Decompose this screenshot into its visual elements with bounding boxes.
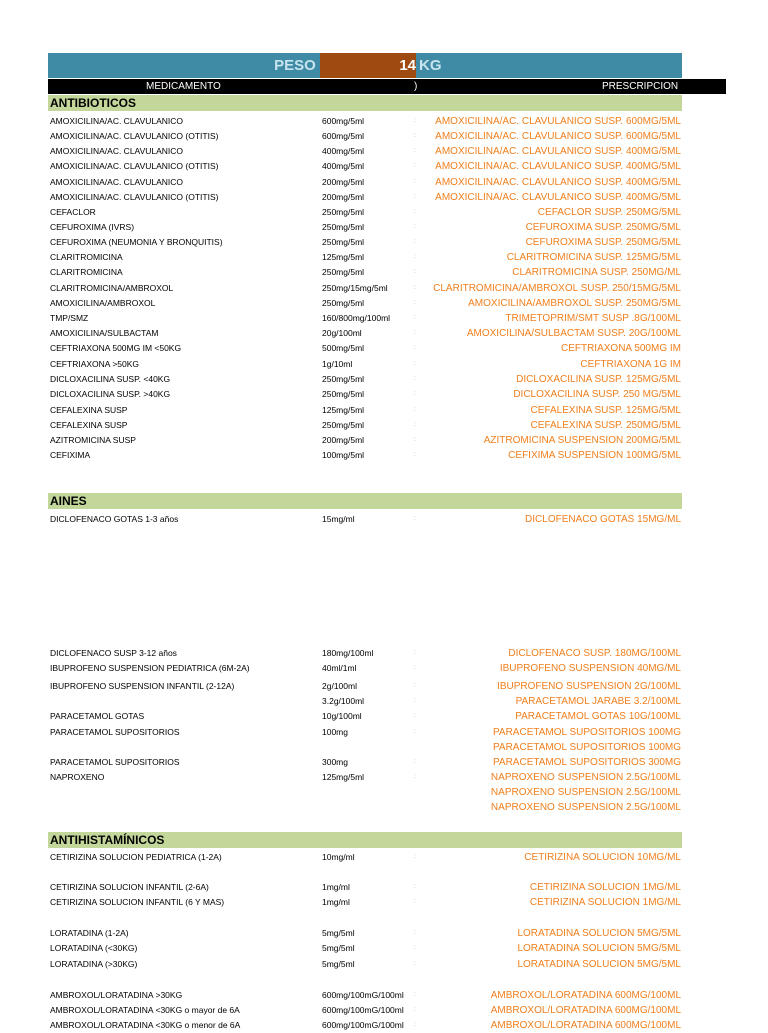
concentration: 200mg/5ml [322,435,365,445]
prescription-text: IBUPROFENO SUSPENSION 2G/100ML [497,681,681,692]
dose-cell: : [414,179,416,185]
dose-cell: : [414,516,416,522]
section-title: ANTIBIOTICOS [50,96,136,110]
section-header [48,95,682,111]
medication-name: CEFALEXINA SUSP [50,420,128,430]
dose-cell: : [414,698,416,704]
medication-name: AMBROXOL/LORATADINA <30KG o menor de 6A [50,1020,241,1030]
medication-row [0,448,768,463]
medication-name: AMOXICILINA/AC. CLAVULANICO [50,146,184,156]
dose-cell: : [414,118,416,124]
concentration: 125mg/5ml [322,252,365,262]
concentration: 500mg/5ml [322,343,365,353]
medication-name: IBUPROFENO SUSPENSION INFANTIL (2-12A) [50,681,235,691]
medication-row [0,725,768,740]
medication-row [0,129,768,144]
concentration: 125mg/5ml [322,772,365,782]
prescription-text: AMBROXOL/LORATADINA 600MG/100ML [490,990,681,1001]
dose-cell: : [414,992,416,998]
dose-cell: : [414,713,416,719]
concentration: 5mg/5ml [322,943,355,953]
dose-cell: : [414,391,416,397]
medication-row [0,880,768,895]
medication-row [0,755,768,770]
medication-row [0,326,768,341]
dose-cell: : [414,930,416,936]
prescription-text: AMOXICILINA/AMBROXOL SUSP. 250MG/5ML [468,298,681,309]
dose-cell: : [414,774,416,780]
medication-row [0,190,768,205]
concentration: 250mg/5ml [322,237,365,247]
medication-row [0,372,768,387]
section-title: ANTIHISTAMÍNICOS [50,833,165,847]
medication-name: CLARITROMICINA [50,252,123,262]
dose-cell: : [414,376,416,382]
concentration: 600mg/100mG/100ml [322,1005,404,1015]
prescription-text: CETIRIZINA SOLUCION 1MG/ML [529,882,681,893]
column-header-row [48,79,726,94]
concentration: 300mg [322,757,348,767]
dose-cell: : [414,133,416,139]
medication-name: AZITROMICINA SUSP [50,435,136,445]
dose-cell: : [414,665,416,671]
concentration: 250mg/5ml [322,374,365,384]
medication-name: CETIRIZINA SOLUCION PEDIATRICA (1-2A) [50,852,222,862]
medication-name: CEFIXIMA [50,450,91,460]
medication-row [0,403,768,418]
medication-row [0,235,768,250]
dose-cell: : [414,254,416,260]
prescription-text: AMBROXOL/LORATADINA 600MG/100ML [490,1020,681,1031]
prescription-text: PARACETAMOL SUPOSITORIOS 300MG [492,757,681,768]
dose-cell: : [414,148,416,154]
medication-row [0,926,768,941]
prescription-text: NAPROXENO SUSPENSION 2.5G/100ML [490,802,681,813]
dose-cell: : [414,437,416,443]
medication-row [0,281,768,296]
concentration: 3.2g/100ml [322,696,365,706]
medication-row [0,646,768,661]
concentration: 10g/100ml [322,711,362,721]
prescription-text: CEFUROXIMA SUSP. 250MG/5ML [525,222,681,233]
concentration: 250mg/5ml [322,267,365,277]
medication-row [0,341,768,356]
medication-row [0,770,768,785]
prescription-text: NAPROXENO SUSPENSION 2.5G/100ML [490,772,681,783]
concentration: 250mg/5ml [322,222,365,232]
dose-cell: : [414,422,416,428]
concentration: 1mg/ml [322,897,350,907]
medication-row [0,114,768,129]
prescription-text: CEFALEXINA SUSP. 250MG/5ML [530,420,681,431]
medication-row [0,800,768,815]
col-medicamento-header: MEDICAMENTO [146,81,221,92]
medication-name: DICLOXACILINA SUSP. <40KG [50,374,171,384]
dose-cell: : [414,945,416,951]
concentration: 40ml/1ml [322,663,357,673]
prescription-text: CEFIXIMA SUSPENSION 100MG/5ML [508,450,681,461]
prescription-text: AMOXICILINA/SULBACTAM SUSP. 20G/100ML [466,328,681,339]
dose-cell: : [414,899,416,905]
weight-value[interactable]: 14 [399,57,416,74]
medication-row [0,850,768,865]
prescription-text: AMOXICILINA/AC. CLAVULANICO SUSP. 400MG/5ML [435,161,681,172]
section-header [48,493,682,509]
medication-row [0,144,768,159]
prescription-text: PARACETAMOL JARABE 3.2/100ML [515,696,681,707]
concentration: 250mg/5ml [322,420,365,430]
medication-row [0,265,768,280]
prescription-text: CLARITROMICINA SUSP. 250MG/ML [512,267,681,278]
prescription-text: AZITROMICINA SUSPENSION 200MG/5ML [483,435,681,446]
prescription-text: AMOXICILINA/AC. CLAVULANICO SUSP. 600MG/5ML [435,116,681,127]
prescription-text: AMOXICILINA/AC. CLAVULANICO SUSP. 400MG/5ML [435,146,681,157]
medication-row [0,679,768,694]
medication-name: AMOXICILINA/SULBACTAM [50,328,159,338]
medication-name: LORATADINA (>30KG) [50,959,138,969]
medication-name: TMP/SMZ [50,313,89,323]
concentration: 5mg/5ml [322,959,355,969]
dose-cell: : [414,961,416,967]
concentration: 400mg/5ml [322,161,365,171]
dose-cell: : [414,163,416,169]
medication-row [0,957,768,972]
medication-name: CLARITROMICINA/AMBROXOL [50,283,174,293]
dose-cell: : [414,759,416,765]
dose-cell: : [414,407,416,413]
concentration: 15mg/ml [322,514,355,524]
prescription-text: TRIMETOPRIM/SMT SUSP .8G/100ML [505,313,681,324]
prescription-text: PARACETAMOL SUPOSITORIOS 100MG [492,727,681,738]
prescription-text: LORATADINA SOLUCION 5MG/5ML [517,943,681,954]
dose-cell: : [414,209,416,215]
dose-cell: : [414,452,416,458]
concentration: 250mg/5ml [322,207,365,217]
dose-cell: : [414,269,416,275]
concentration: 200mg/5ml [322,177,365,187]
medication-name: LORATADINA (<30KG) [50,943,138,953]
concentration: 600mg/5ml [322,116,365,126]
prescription-text: CETIRIZINA SOLUCION 1MG/ML [529,897,681,908]
medication-row [0,740,768,755]
medication-name: CEFALEXINA SUSP [50,405,128,415]
prescription-text: CEFTRIAXONA 1G IM [580,359,681,370]
medication-name: CEFTRIAXONA >50KG [50,359,140,369]
concentration: 100mg [322,727,348,737]
dose-cell: : [414,194,416,200]
concentration: 100mg/5ml [322,450,365,460]
medication-name: AMOXICILINA/AMBROXOL [50,298,156,308]
section-header [48,832,682,848]
medication-row [0,1003,768,1018]
dose-cell: : [414,650,416,656]
medication-row [0,387,768,402]
prescription-text: CLARITROMICINA/AMBROXOL SUSP. 250/15MG/5ML [433,283,681,294]
prescription-text: PARACETAMOL GOTAS 10G/100ML [515,711,681,722]
medication-name: CEFUROXIMA (IVRS) [50,222,135,232]
concentration: 1mg/ml [322,882,350,892]
medication-name: CLARITROMICINA [50,267,123,277]
prescription-text: CEFALEXINA SUSP. 125MG/5ML [530,405,681,416]
concentration: 1g/10ml [322,359,353,369]
medication-row [0,988,768,1003]
dose-cell: : [414,729,416,735]
dose-cell: : [414,330,416,336]
prescription-text: CLARITROMICINA SUSP. 125MG/5ML [506,252,681,263]
dose-cell: : [414,345,416,351]
dose-cell: : [414,884,416,890]
medication-name: AMOXICILINA/AC. CLAVULANICO (OTITIS) [50,131,219,141]
medication-row [0,357,768,372]
medication-row [0,205,768,220]
concentration: 600mg/100mG/100ml [322,1020,404,1030]
medication-name: CEFTRIAXONA 500MG IM <50KG [50,343,182,353]
dose-cell: : [414,224,416,230]
medication-row [0,159,768,174]
prescription-text: NAPROXENO SUSPENSION 2.5G/100ML [490,787,681,798]
medication-row [0,694,768,709]
medication-name: NAPROXENO [50,772,105,782]
concentration: 250mg/5ml [322,389,365,399]
prescription-text: CETIRIZINA SOLUCION 10MG/ML [524,852,681,863]
medication-name: DICLOFENACO SUSP 3-12 años [50,648,177,658]
concentration: 2g/100ml [322,681,357,691]
dose-cell: : [414,300,416,306]
medication-row [0,418,768,433]
prescription-text: AMOXICILINA/AC. CLAVULANICO SUSP. 400MG/5ML [435,177,681,188]
prescription-text: CEFTRIAXONA 500MG IM [560,343,681,354]
concentration: 250mg/15mg/5ml [322,283,388,293]
medication-name: AMOXICILINA/AC. CLAVULANICO (OTITIS) [50,161,219,171]
medication-name: DICLOXACILINA SUSP. >40KG [50,389,171,399]
concentration: 600mg/5ml [322,131,365,141]
dose-cell: : [414,239,416,245]
concentration: 400mg/5ml [322,146,365,156]
col-dose-header: ) [414,81,418,92]
medication-name: PARACETAMOL SUPOSITORIOS [50,757,180,767]
medication-name: PARACETAMOL GOTAS [50,711,145,721]
medication-row [0,1018,768,1033]
medication-name: AMBROXOL/LORATADINA >30KG [50,990,183,1000]
prescription-text: CEFUROXIMA SUSP. 250MG/5ML [525,237,681,248]
concentration: 600mg/100mG/100ml [322,990,404,1000]
medication-name: LORATADINA (1-2A) [50,928,129,938]
medication-row [0,709,768,724]
concentration: 125mg/5ml [322,405,365,415]
prescription-text: DICLOFENACO SUSP. 180MG/100ML [508,648,681,659]
dose-cell: : [414,285,416,291]
concentration: 5mg/5ml [322,928,355,938]
medication-name: AMOXICILINA/AC. CLAVULANICO (OTITIS) [50,192,219,202]
dose-cell: : [414,683,416,689]
medication-row [0,661,768,676]
prescription-text: AMBROXOL/LORATADINA 600MG/100ML [490,1005,681,1016]
medication-name: AMBROXOL/LORATADINA <30KG o mayor de 6A [50,1005,240,1015]
dose-cell: : [414,854,416,860]
medication-name: IBUPROFENO SUSPENSION PEDIATRICA (6M-2A) [50,663,250,673]
peso-label: PESO [274,57,316,74]
dose-cell: : [414,1007,416,1013]
medication-row [0,512,768,527]
medication-row [0,175,768,190]
prescription-text: PARACETAMOL SUPOSITORIOS 100MG [492,742,681,753]
concentration: 10mg/ml [322,852,355,862]
medication-name: CEFUROXIMA (NEUMONIA Y BRONQUITIS) [50,237,223,247]
prescription-text: CEFACLOR SUSP. 250MG/5ML [537,207,681,218]
medication-row [0,895,768,910]
prescription-text: DICLOXACILINA SUSP. 125MG/5ML [516,374,681,385]
concentration: 250mg/5ml [322,298,365,308]
prescription-text: LORATADINA SOLUCION 5MG/5ML [517,959,681,970]
prescription-text: DICLOFENACO GOTAS 15MG/ML [525,514,681,525]
prescription-text: LORATADINA SOLUCION 5MG/5ML [517,928,681,939]
medication-name: PARACETAMOL SUPOSITORIOS [50,727,180,737]
medication-name: CETIRIZINA SOLUCION INFANTIL (2-6A) [50,882,209,892]
medication-row [0,785,768,800]
medication-name: DICLOFENACO GOTAS 1-3 años [50,514,179,524]
concentration: 20g/100ml [322,328,362,338]
prescription-text: AMOXICILINA/AC. CLAVULANICO SUSP. 600MG/5ML [435,131,681,142]
medication-row [0,220,768,235]
medication-name: CETIRIZINA SOLUCION INFANTIL (6 Y MAS) [50,897,225,907]
medication-row [0,296,768,311]
medication-row [0,433,768,448]
medication-row [0,250,768,265]
prescription-text: IBUPROFENO SUSPENSION 40MG/ML [499,663,681,674]
section-title: AINES [50,494,87,508]
medication-name: CEFACLOR [50,207,96,217]
dose-cell: : [414,1022,416,1028]
dose-cell: : [414,361,416,367]
concentration: 200mg/5ml [322,192,365,202]
concentration: 180mg/100ml [322,648,374,658]
prescription-text: AMOXICILINA/AC. CLAVULANICO SUSP. 400MG/5ML [435,192,681,203]
dose-cell: : [414,315,416,321]
concentration: 160/800mg/100ml [322,313,391,323]
medication-name: AMOXICILINA/AC. CLAVULANICO [50,177,184,187]
col-prescripcion-header: PRESCRIPCION [602,81,679,92]
medication-row [0,941,768,956]
medication-row [0,311,768,326]
medication-name: AMOXICILINA/AC. CLAVULANICO [50,116,184,126]
prescription-text: DICLOXACILINA SUSP. 250 MG/5ML [513,389,681,400]
weight-unit: KG [419,57,442,74]
